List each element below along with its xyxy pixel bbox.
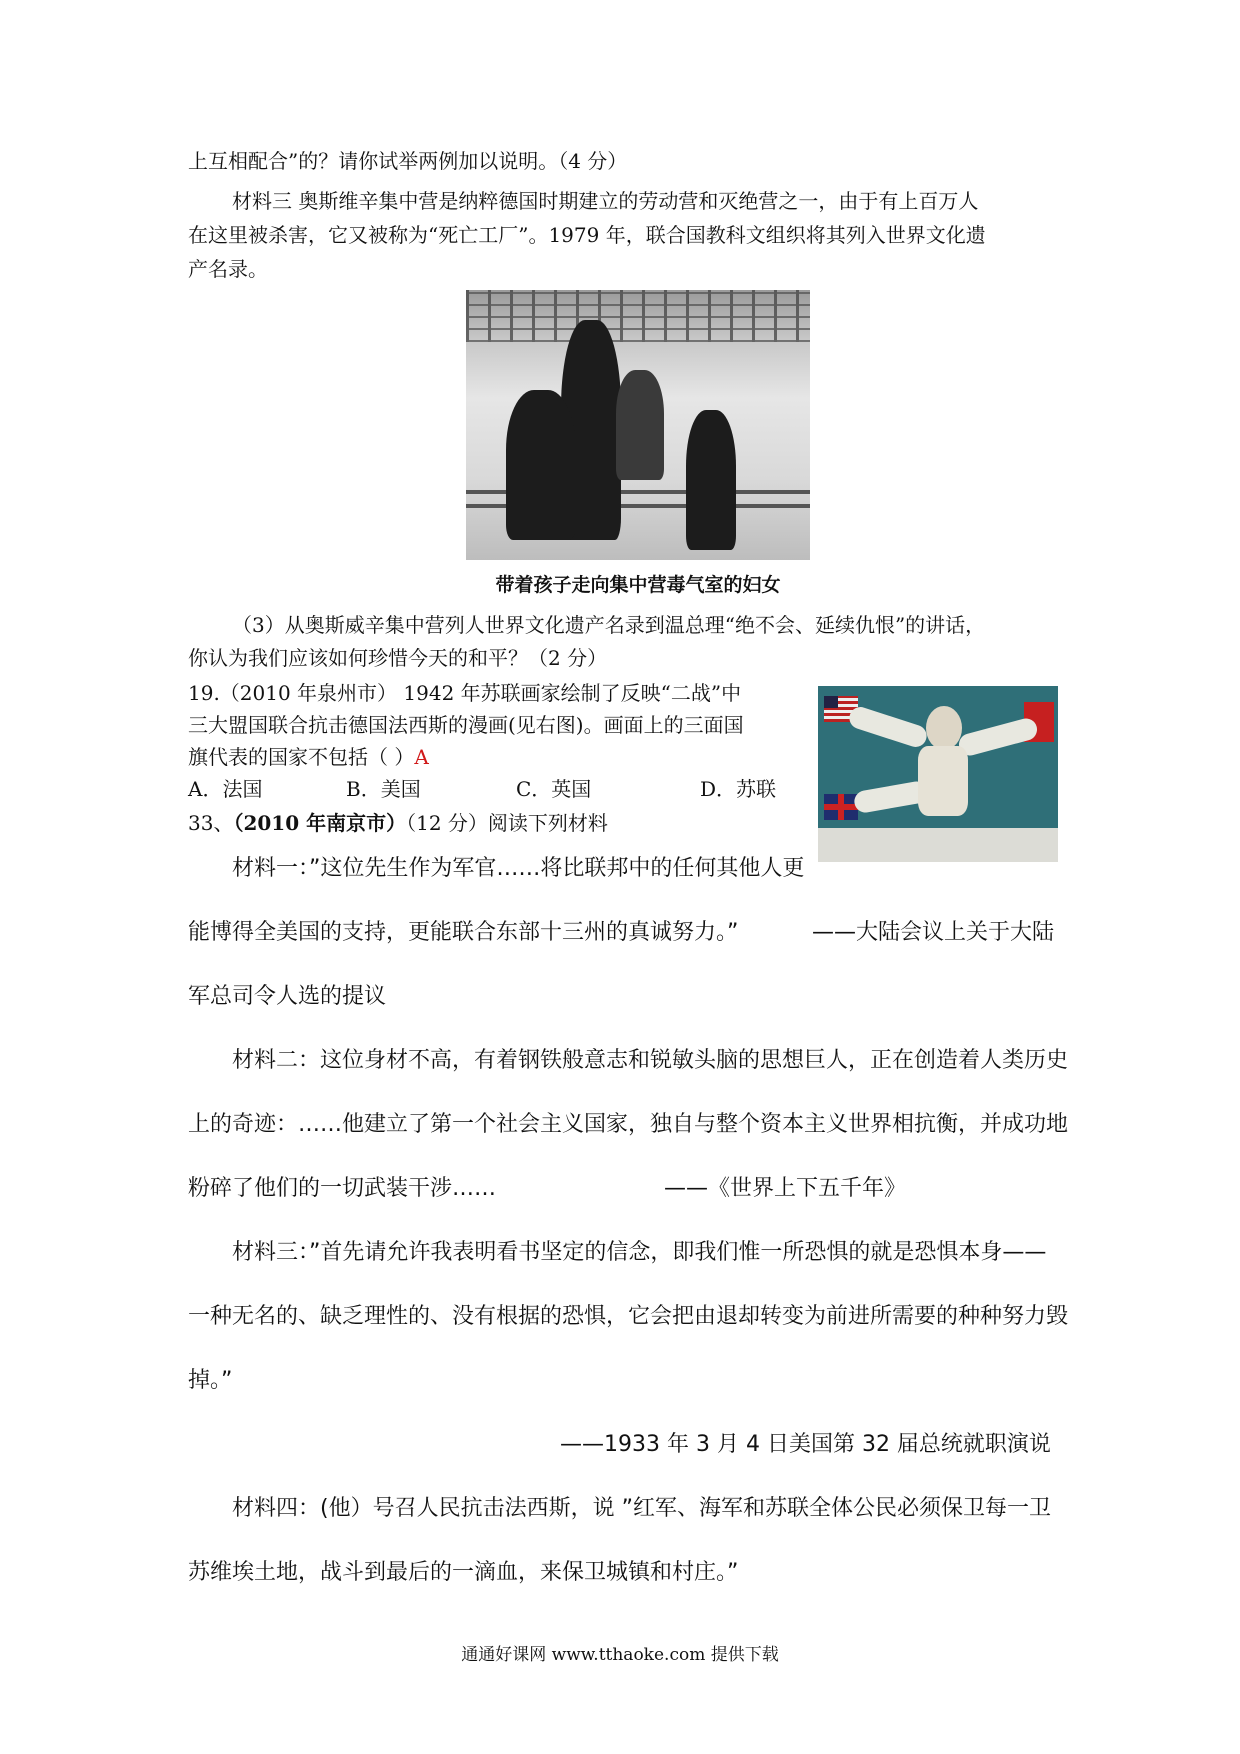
text-line: 三大盟国联合抗击德国法西斯的漫画(见右图)。画面上的三面国 — [188, 713, 744, 737]
text-line: 材料四：(他）号召人民抗击法西斯，说 ”红军、海军和苏联全体公民必须保卫每一卫 — [232, 1496, 1051, 1521]
auschwitz-photo — [466, 290, 810, 560]
text-line: 一种无名的、缺乏理性的、没有根据的恐惧，它会把由退却转变为前进所需要的种种努力毁 — [188, 1304, 1069, 1329]
text-line: 材料一：”这位先生作为军官……将比联邦中的任何其他人更 — [232, 856, 805, 881]
woman-figure — [616, 370, 664, 480]
question-33-heading — [188, 810, 608, 836]
text-line: 产名录。 — [188, 257, 268, 281]
answer-mark: A — [414, 745, 429, 769]
ground-graphic — [818, 828, 1058, 862]
text-line: 旗代表的国家不包括（ ） — [188, 745, 415, 769]
text-line: 材料三：”首先请允许我表明看书坚定的信念，即我们惟一所恐惧的就是恐惧本身—— — [232, 1240, 1047, 1265]
text-line: 苏维埃土地，战斗到最后的一滴血，来保卫城镇和村庄。” — [188, 1560, 739, 1585]
text-line: （3）从奥斯威辛集中营列人世界文化遗产名录到温总理“绝不会、延续仇恨”的讲话， — [232, 613, 986, 637]
text-line: 粉碎了他们的一切武装干涉…… — [188, 1176, 497, 1201]
barbed-fence-graphic — [466, 290, 810, 342]
text-line: 你认为我们应该如何珍惜今天的和平？（2 分） — [188, 646, 608, 670]
caricature-head — [926, 706, 962, 750]
arm-graphic — [957, 716, 1040, 758]
text-line: ——大陆会议上关于大陆 — [812, 920, 1055, 945]
text-line: 材料二：这位身材不高，有着钢铁般意志和锐敏头脑的思想巨人，正在创造着人类历史 — [232, 1048, 1069, 1073]
question-number: 33、 — [188, 811, 234, 835]
allied-cartoon-image — [818, 686, 1058, 862]
text-line: 掉。” — [188, 1368, 233, 1393]
question-stem — [188, 744, 429, 770]
option-d: D．苏联 — [700, 777, 777, 801]
arm-graphic — [847, 704, 930, 750]
text-line: 上的奇迹：……他建立了第一个社会主义国家，独自与整个资本主义世界相抗衡，并成功地 — [188, 1112, 1069, 1137]
uk-flag-icon — [824, 794, 858, 820]
text-line: 上互相配合”的？请你试举两例加以说明。（4 分） — [188, 149, 628, 173]
option-c: C．英国 — [516, 777, 592, 801]
text-line: 19.（2010 年泉州市） 1942 年苏联画家绘制了反映“二战”中 — [188, 681, 742, 705]
page-footer: 通通好课网 www.tthaoke.com 提供下载 — [461, 1645, 779, 1665]
caricature-body — [918, 746, 968, 816]
text-line: 在这里被杀害，它又被称为“死亡工厂”。1979 年，联合国教科文组织将其列入世界文化遗 — [188, 223, 986, 247]
child-figure — [686, 410, 736, 550]
option-a: A．法国 — [188, 777, 263, 801]
question-source: （2010 年南京市） — [233, 811, 407, 835]
child-figure — [506, 390, 576, 540]
text-line: 能博得全美国的支持，更能联合东部十三州的真诚努力。” — [188, 920, 739, 945]
text-line: ——《世界上下五千年》 — [664, 1176, 907, 1201]
photo-caption: 带着孩子走向集中营毒气室的妇女 — [495, 574, 781, 596]
text-line: 材料三 奥斯维辛集中营是纳粹德国时期建立的劳动营和灭绝营之一，由于有上百万人 — [232, 189, 979, 213]
text-line: 军总司令人选的提议 — [188, 984, 387, 1009]
text-line: ——1933 年 3 月 4 日美国第 32 届总统就职演说 — [560, 1432, 1051, 1457]
question-instruction: （12 分）阅读下列材料 — [406, 811, 608, 835]
option-b: B．美国 — [346, 777, 421, 801]
